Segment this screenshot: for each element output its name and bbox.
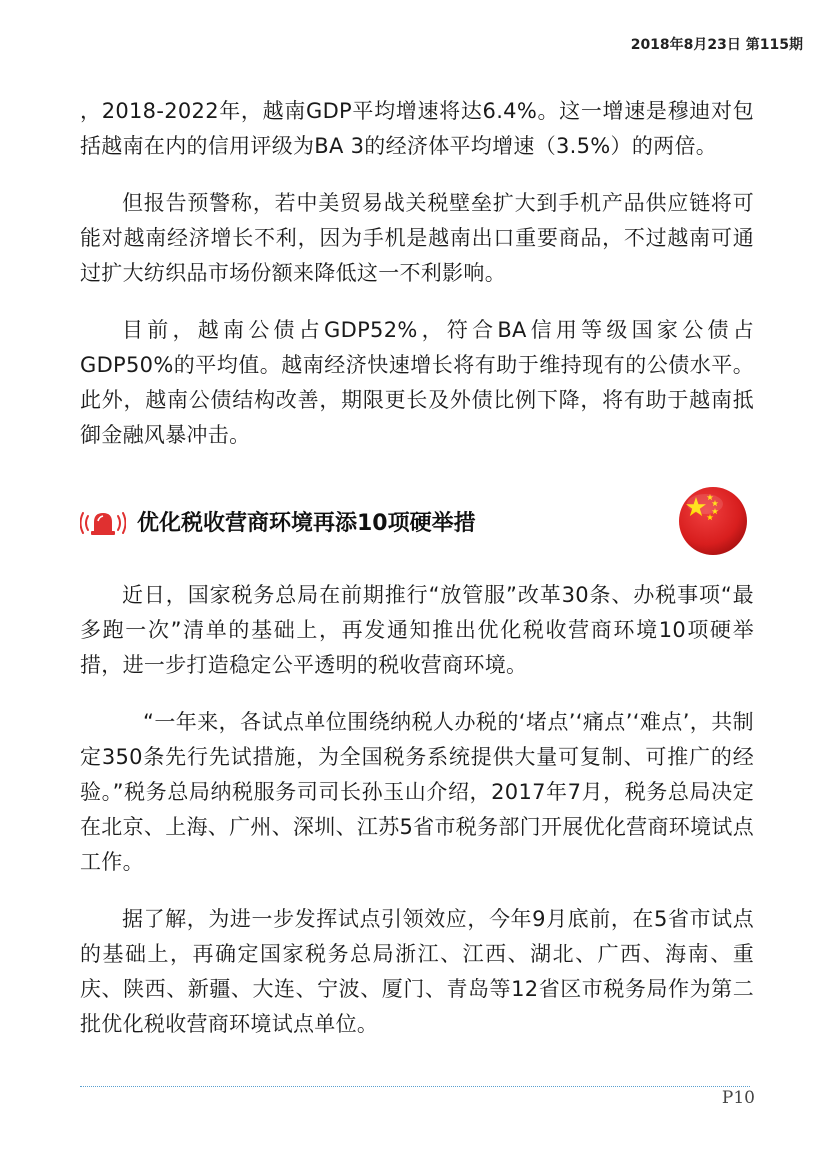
china-flag-icon	[678, 486, 748, 556]
alarm-bell-icon	[80, 508, 126, 538]
issue-date: 2018年8月23日 第115期	[630, 37, 803, 53]
paragraph-public-debt: 目前，越南公债占GDP52%，符合BA信用等级国家公债占GDP50%的平均值。越南经济快速增长将有助于维持现有的公债水平。此外，越南公债结构改善，期限更长及外债比例下降，将有助于越南抵御金融风暴冲击。	[80, 318, 754, 447]
paragraph-tax-measures: 近日，国家税务总局在前期推行“放管服”改革30条、办税事项“最多跑一次”清单的基础上，再发通知推出优化税收营商环境10项硬举措，进一步打造稳定公平透明的税收营商环境。	[80, 583, 754, 677]
footer-divider	[80, 1086, 750, 1087]
paragraph-pilot-review: “一年来，各试点单位围绕纳税人办税的‘堵点’‘痛点’‘难点’，共制定350条先行先试措施，为全国税务系统提供大量可复制、可推广的经验。”税务总局纳税服务司司长孙玉山介绍，2017年7月，税务总局决定在北京、上海、广州、深圳、江苏5省市税务部门开展优化营商环境试点工作。	[80, 710, 754, 874]
section-title: 优化税收营商环境再添10项硬举措	[137, 511, 476, 536]
paragraph-trade-war-warning: 但报告预警称，若中美贸易战关税壁垒扩大到手机产品供应链将可能对越南经济增长不利，因为手机是越南出口重要商品，不过越南可通过扩大纺织品市场份额来降低这一不利影响。	[80, 191, 754, 285]
paragraph-second-batch: 据了解，为进一步发挥试点引领效应，今年9月底前，在5省市试点的基础上，再确定国家税务总局浙江、江西、湖北、广西、海南、重庆、陕西、新疆、大连、宁波、厦门、青岛等12省区市税务局作为第二批优化税收营商环境试点单位。	[80, 907, 754, 1036]
section-header	[80, 496, 760, 552]
page-number: P10	[721, 1088, 755, 1108]
paragraph-gdp-growth: ，2018-2022年，越南GDP平均增速将达6.4%。这一增速是穆迪对包括越南在内的信用评级为BA 3的经济体平均增速（3.5%）的两倍。	[80, 99, 754, 158]
